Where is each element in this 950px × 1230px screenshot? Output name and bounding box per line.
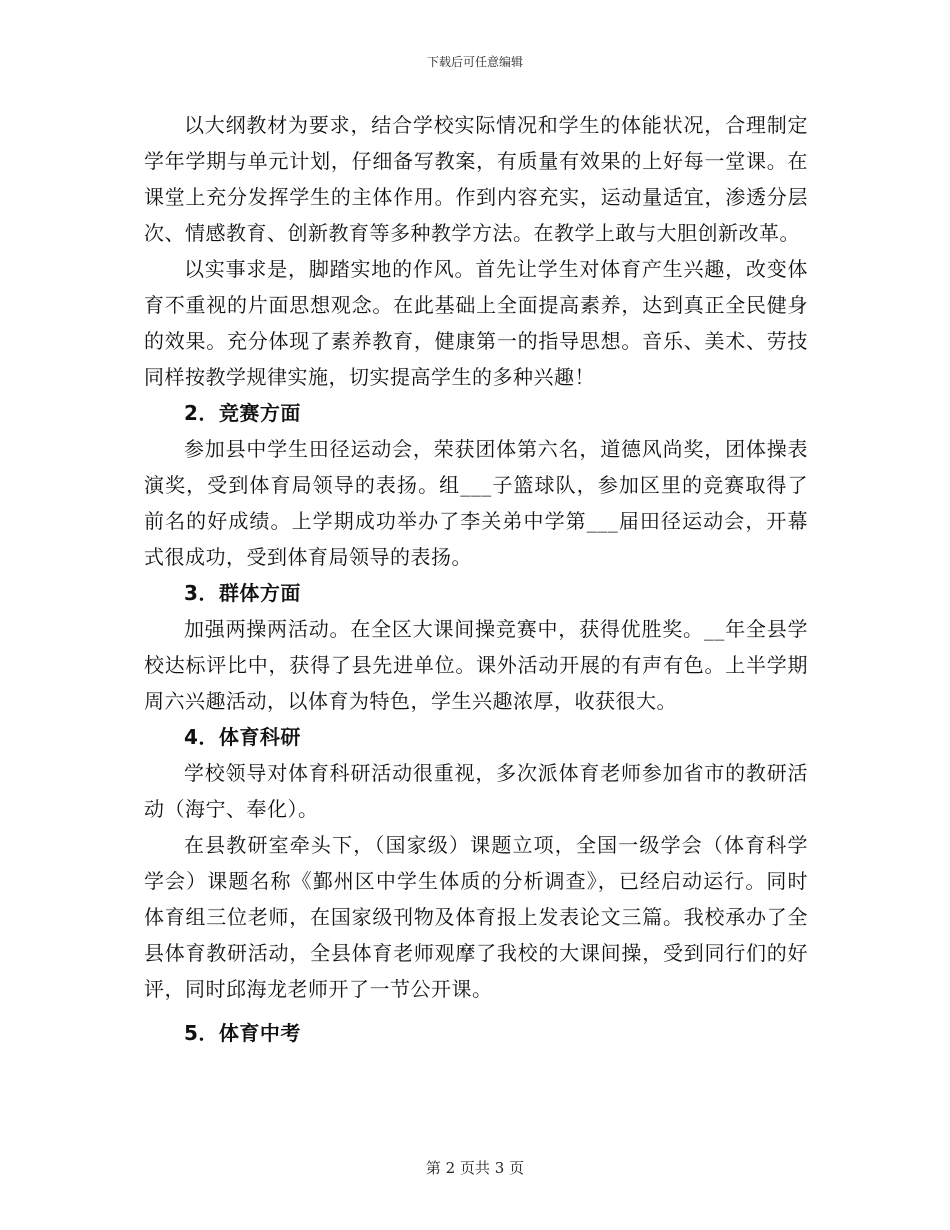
document-body xyxy=(144,107,808,1051)
paragraph-teaching-plan: 以大纲教材为要求，结合学校实际情况和学生的体能状况，合理制定学年学期与单元计划，仔细备写教案，有质量有效果的上好每一堂课。在课堂上充分发挥学生的主体作用。作到内容充实，运动量适宜，渗透分层次、情感教育、创新教育等多种教学方法。在教学上敢与大胆创新改革。 xyxy=(144,113,808,245)
paragraph-competition: 参加县中学生田径运动会，荣获团体第六名，道德风尚奖，团体操表演奖，受到体育局领导的表扬。组___子篮球队，参加区里的竞赛取得了前名的好成绩。上学期成功举办了李关弟中学第___届田径运动会，开幕式很成功，受到体育局领导的表扬。 xyxy=(144,437,808,569)
paragraph-research-2: 在县教研室牵头下，（国家级）课题立项，全国一级学会（体育科学学会）课题名称《鄞州区中学生体质的分析调查》，已经启动运行。同时体育组三位老师，在国家级刊物及体育报上发表论文三篇。我校承办了全县体育教研活动，全县体育老师观摩了我校的大课间操，受到同行们的好评，同时邱海龙老师开了一节公开课。 xyxy=(144,833,808,1001)
heading-pe-exam: 5．体育中考 xyxy=(184,1021,301,1045)
page-footer: 第 2 页共 3 页 xyxy=(425,1159,525,1177)
paragraph-research-1: 学校领导对体育科研活动很重视，多次派体育老师参加省市的教研活动（海宁、奉化）。 xyxy=(144,761,808,821)
paragraph-work-style: 以实事求是，脚踏实地的作风。首先让学生对体育产生兴趣，改变体育不重视的片面思想观念。在此基础上全面提高素养，达到真正全民健身的效果。充分体现了素养教育，健康第一的指导思想。音乐、美术、劳技同样按教学规律实施，切实提高学生的多种兴趣！ xyxy=(144,257,808,389)
paragraph-group-activities: 加强两操两活动。在全区大课间操竞赛中，获得优胜奖。__年全县学校达标评比中，获得了县先进单位。课外活动开展的有声有色。上半学期周六兴趣活动，以体育为特色，学生兴趣浓厚，收获很大。 xyxy=(144,617,808,713)
heading-research: 4．体育科研 xyxy=(184,725,301,749)
heading-group-activities: 3．群体方面 xyxy=(184,581,301,605)
page-header: 下载后可任意编辑 xyxy=(426,55,523,69)
heading-competition: 2．竞赛方面 xyxy=(184,401,301,425)
